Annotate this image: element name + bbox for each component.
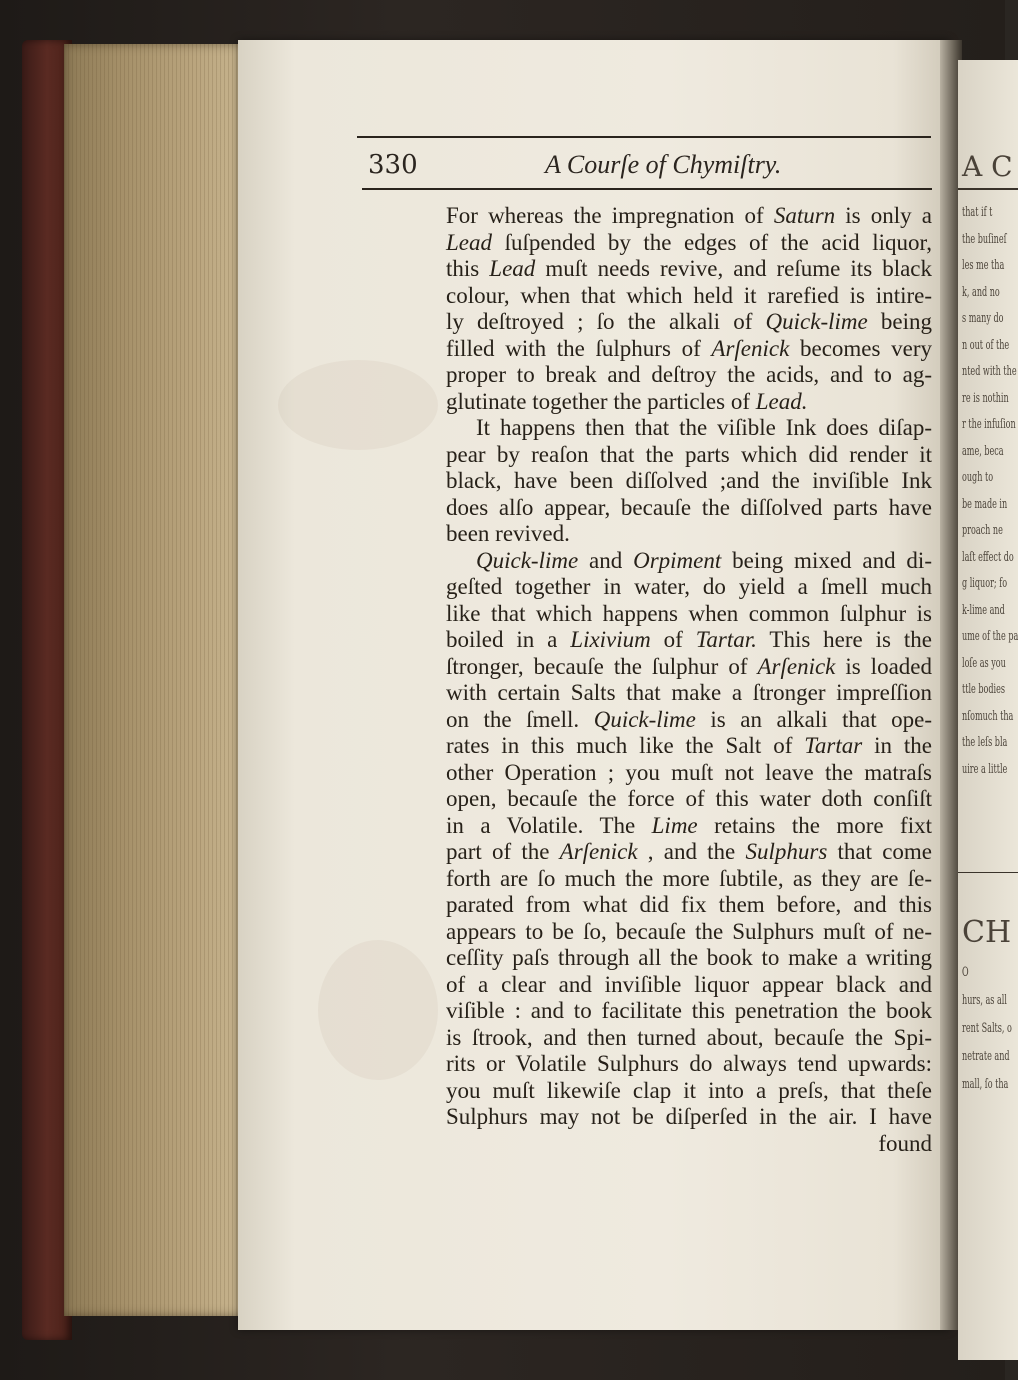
body-text	[446, 203, 932, 1157]
facing-text-line: nſomuch tha	[962, 708, 1014, 724]
facing-text-line: rent Salts, o	[962, 1021, 1012, 1036]
text-span: parated from what did fix them before, and this	[446, 892, 932, 917]
text-span: ſtronger, becauſe the ſulphur of	[446, 653, 758, 679]
text-span: , and the	[637, 839, 746, 864]
facing-text-line: ame, beca	[962, 443, 1004, 459]
text-span: becomes very	[789, 335, 932, 361]
text-line	[446, 733, 932, 760]
text-span: open, becauſe the force of this water doth conſiſt	[446, 786, 932, 811]
italic-word: Quick-lime	[476, 547, 579, 573]
italic-word: Tartar	[804, 733, 863, 758]
text-line	[446, 468, 932, 495]
text-span: you muſt likewiſe clap it into a preſs, that theſe	[446, 1077, 932, 1103]
facing-text-line: that if t	[962, 205, 993, 220]
text-span: black, have been diſſolved ;and the inviſible Ink	[446, 468, 932, 493]
text-line	[446, 919, 932, 946]
facing-text-line: g liquor; fo	[962, 576, 1008, 591]
facing-rule	[958, 188, 1018, 190]
text-line	[446, 362, 932, 389]
text-span: muſt needs revive, and reſume its black	[535, 256, 933, 281]
italic-word: Orpiment	[633, 547, 722, 573]
facing-text-line: k, and no	[962, 284, 1000, 300]
italic-word: Lead.	[755, 388, 808, 414]
text-line	[446, 892, 932, 919]
text-span: is an alkali that ope-	[695, 706, 933, 732]
paper-stain	[278, 360, 438, 450]
facing-text-line: proach ne	[962, 523, 1003, 538]
facing-text-line: ough to	[962, 470, 994, 485]
text-span: glutinate together the particles of	[446, 388, 756, 414]
text-span: appears to be ſo, becauſe the Sulphurs muſt of ne-	[446, 918, 932, 944]
text-span: of a clear and inviſible liquor appear black and	[446, 971, 932, 997]
text-span: rits or Volatile Sulphurs do always tend upwards:	[446, 1051, 932, 1076]
text-span: Sulphurs may not be diſperſed in the air. I have	[446, 1104, 932, 1129]
facing-text-line: k-lime and	[962, 602, 1005, 618]
italic-word: Arſenick	[711, 335, 790, 361]
facing-text-line: the leſs bla	[962, 735, 1008, 750]
text-line	[446, 654, 932, 681]
text-span: this	[446, 256, 490, 281]
text-span: being	[867, 309, 932, 334]
text-span: colour, when that which held it rarefied is intire-	[446, 282, 932, 308]
text-line	[446, 680, 932, 707]
text-line	[446, 548, 932, 575]
facing-text-line: laſt effect do	[962, 549, 1014, 565]
italic-word: Lime	[651, 812, 698, 838]
text-span: in a Volatile. The	[446, 812, 652, 838]
text-span: other Operation ; you muſt not leave the matraſs	[446, 759, 932, 785]
facing-text-line: loſe as you	[962, 655, 1006, 671]
text-line	[446, 521, 932, 548]
paper-stain	[318, 940, 438, 1080]
text-span: on the ſmell.	[446, 706, 594, 732]
italic-word: Saturn	[773, 203, 836, 228]
text-span: rates in this much like the Salt of	[446, 733, 805, 758]
text-line	[446, 309, 932, 336]
facing-page	[958, 60, 1018, 1360]
italic-word: Lead	[446, 229, 492, 255]
text-span: being mixed and di-	[721, 547, 932, 573]
text-line	[446, 495, 932, 522]
facing-text-line: re is nothin	[962, 390, 1009, 406]
text-line	[446, 574, 932, 601]
italic-word: Arſenick	[757, 653, 836, 679]
facing-text-line: mall, ſo tha	[962, 1077, 1009, 1092]
text-line	[446, 813, 932, 840]
facing-text-line: the buſineſ	[962, 231, 1007, 247]
italic-word: Arſenick	[559, 839, 638, 864]
text-span: ſuſpended by the edges of the acid liquor,	[492, 229, 932, 255]
text-line	[446, 627, 932, 654]
facing-text-line: r the infuſion	[962, 417, 1016, 432]
text-span: been revived.	[446, 521, 570, 546]
text-line	[446, 945, 932, 972]
text-line	[446, 1131, 932, 1158]
text-span: viſible : and to facilitate this penetration the book	[446, 998, 932, 1023]
text-span: ly deſtroyed ; ſo the alkali of	[446, 309, 766, 334]
text-span: boiled in a	[446, 627, 571, 652]
text-line	[446, 256, 932, 283]
italic-word: Sulphurs	[745, 839, 828, 864]
facing-text-line: les me tha	[962, 258, 1005, 273]
text-span: like that which happens when common ſulphur is	[446, 600, 932, 626]
facing-text-line: hurs, as all	[962, 993, 1007, 1008]
header-rule-bottom	[362, 188, 932, 190]
text-span: part of the	[446, 839, 560, 864]
text-line	[446, 283, 932, 310]
text-span: For whereas the impregnation of	[446, 203, 774, 228]
text-line	[446, 415, 932, 442]
running-head: A Courſe of Chymiſtry.	[545, 150, 782, 179]
italic-word: Quick-lime	[593, 706, 696, 732]
text-span: and	[578, 547, 634, 573]
text-line	[446, 1078, 932, 1105]
text-span: forth are ſo much the more ſubtile, as they are ſe-	[446, 865, 932, 891]
text-line	[446, 972, 932, 999]
text-line	[446, 786, 932, 813]
text-span: proper to break and deſtroy the acids, and to ag-	[446, 362, 932, 387]
text-span: in the	[862, 733, 932, 758]
page-edges	[64, 44, 246, 1316]
text-line	[446, 760, 932, 787]
text-line	[446, 389, 932, 416]
text-line	[446, 230, 932, 257]
facing-text-line: netrate and	[962, 1049, 1010, 1064]
text-span: is only a	[835, 203, 932, 228]
text-line	[446, 1025, 932, 1052]
page-number: 330	[368, 150, 418, 180]
text-span: ceſſity paſs through all the book to make a writing	[446, 945, 932, 970]
facing-text-line: be made in	[962, 496, 1008, 512]
text-line	[446, 601, 932, 628]
text-span: is loaded	[835, 653, 932, 679]
facing-rule	[958, 872, 1018, 873]
text-span: This here is the	[756, 627, 932, 652]
italic-word: Lixivium	[570, 627, 651, 652]
text-line	[446, 707, 932, 734]
facing-text-line: s many do	[962, 311, 1004, 326]
facing-text-line: nted with the	[962, 364, 1017, 379]
facing-chapter-heading: CH	[962, 915, 1012, 950]
text-line	[446, 839, 932, 866]
text-span: does alſo appear, becauſe the diſſolved parts have	[446, 494, 932, 520]
facing-running-head: A C	[962, 150, 1013, 183]
text-span: is ſtrook, and then turned about, becauſe the Spi-	[446, 1024, 932, 1050]
italic-word: Quick-lime	[765, 309, 868, 334]
facing-text-line: n out of the	[962, 337, 1010, 353]
text-line	[446, 998, 932, 1025]
text-line	[446, 866, 932, 893]
text-span: pear by reaſon that the parts which did render it	[446, 441, 932, 467]
text-line	[446, 1051, 932, 1078]
text-line	[446, 1104, 932, 1131]
facing-text-line: O	[962, 965, 969, 980]
text-span: It happens then that the viſible Ink does diſap-	[476, 415, 932, 440]
text-span: that come	[827, 839, 933, 864]
text-line	[446, 336, 932, 363]
facing-text-line: uire a little	[962, 761, 1008, 777]
text-line	[446, 203, 932, 230]
header-rule-top	[357, 136, 931, 138]
text-span: retains the more fixt	[697, 812, 932, 838]
facing-text-line: ttle bodies	[962, 682, 1006, 697]
text-line	[446, 442, 932, 469]
italic-word: Tartar.	[695, 627, 757, 652]
italic-word: Lead	[489, 256, 536, 281]
facing-text-line: ume of the pa	[962, 629, 1018, 644]
text-span: filled with the ſulphurs of	[446, 335, 712, 361]
text-span: of	[650, 627, 696, 652]
text-span: with certain Salts that make a ſtronger impreſſion	[446, 680, 932, 705]
text-span: found	[878, 1130, 932, 1156]
text-span: geſted together in water, do yield a ſmell much	[446, 574, 932, 599]
